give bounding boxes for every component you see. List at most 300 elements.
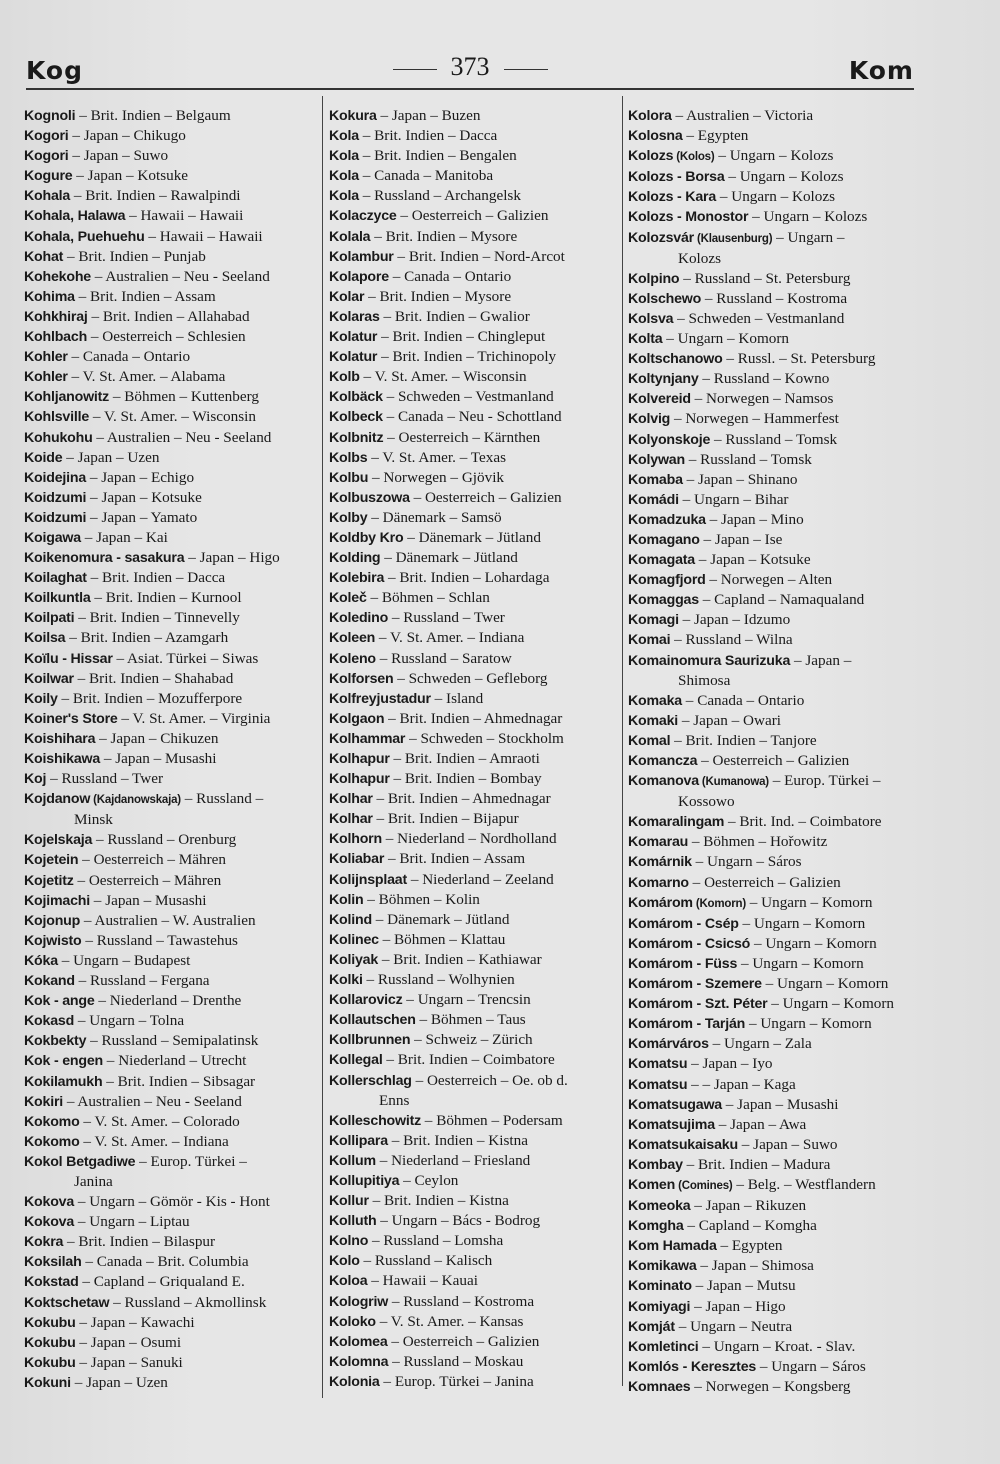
entry-headword: Kolgaon [329,710,385,727]
entry-headword: Koiner's Store [24,710,118,727]
entry-headword: Kominato [628,1278,692,1295]
gazetteer-entry [24,548,320,568]
entry-location: – Japan – Chikugo [68,127,186,145]
gazetteer-entry [329,669,623,689]
entry-location: – Brit. Indien – Dacca [86,569,226,587]
entry-location: – Canada – Brit. Columbia [81,1253,249,1271]
entry-continuation: Kolozs [678,249,722,267]
entry-headword: Kollautschen [329,1012,416,1029]
entry-location: – Russland – Orenburg [92,831,237,849]
gazetteer-entry [329,849,623,869]
entry-location: – Ungarn – Bihar [678,490,789,508]
entry-location: – Ungarn – Kolozs [724,168,844,186]
gazetteer-entry [24,931,320,951]
entry-location: – Hawaii – Hawaii [144,227,263,245]
entry-location: – Russland – Semipalatinsk [86,1032,259,1050]
entry-headword: Kokova [24,1194,75,1211]
entry-location: – V. St. Amer. – Colorado [79,1112,240,1130]
entry-location: – Japan – Awa [714,1115,807,1133]
entry-location: – Brit. Indien – Kistna [387,1131,528,1149]
entry-headword: Kolyonskoje [628,431,711,448]
gazetteer-entry [24,1313,320,1333]
gazetteer-entry [329,628,623,648]
entry-headword: Kokbekty [24,1033,87,1050]
entry-headword: Koide [24,449,63,466]
entry-headword: Komai [628,632,671,649]
entry-headword: Komaggas [628,592,699,609]
gazetteer-entry [628,106,918,126]
gazetteer-entry [329,166,623,186]
entry-location: – Brit. Indien – Kistna [368,1192,509,1210]
entry-headword: Kolforsen [329,670,394,687]
entry-location: – Brit. Indien – Mysore [370,227,518,245]
gazetteer-entry [24,307,320,327]
gazetteer-entry [329,769,623,789]
header-dash-right [504,69,548,70]
gazetteer-entry [628,590,918,610]
gazetteer-entry [329,649,623,669]
gazetteer-entry [24,971,320,991]
entry-headword: Koldby Kro [329,529,404,546]
entry-continuation: Shimosa [678,671,731,689]
gazetteer-entry [628,409,918,429]
header-right-guideword: Kom [848,56,914,85]
gazetteer-entry [24,1011,320,1031]
entry-headword: Komárom - Füss [628,955,738,972]
entry-location: – Dänemark – Jütland [371,910,510,928]
entry-location: – Russland – Wilna [670,631,793,649]
entry-location: – Ungarn – Komorn [761,975,889,993]
gazetteer-entry [628,630,918,650]
page-number-block [26,52,914,82]
entry-headword: Kolaczyce [329,208,397,225]
gazetteer-entry [329,1211,623,1231]
gazetteer-entry [24,1212,320,1232]
gazetteer-entry [24,267,320,287]
entry-location: – Japan – Ise [699,530,783,548]
entry-location: – Norwegen – Hammerfest [670,410,839,428]
entry-headword: Komárom - Csicsó [628,935,751,952]
gazetteer-entry [628,1256,918,1276]
entry-location: – Japan – Chikuzen [95,729,219,747]
entry-location: – Brit. Indien – Bijapur [372,810,519,828]
gazetteer-entry [24,1293,320,1313]
entry-headword: Komját [628,1318,675,1335]
gazetteer-entry [24,166,320,186]
entry-headword: Kokiri [24,1093,64,1110]
entry-headword: Kolbeck [329,409,383,426]
entry-headword: Koidzumi [24,509,87,526]
entry-location: – Russland – Wolhynien [362,971,515,989]
entry-headword: Kolozsvár [628,229,695,246]
entry-location: – Japan – Musashi [721,1095,839,1113]
entry-headword: Kojonup [24,912,81,929]
entry-headword: Koleč [329,590,367,607]
gazetteer-entry [24,1051,320,1071]
gazetteer-entry [24,951,320,971]
entry-headword: Komatsu [628,1076,688,1093]
gazetteer-entry [24,488,320,508]
entry-location: – Böhmen – Klattau [378,930,506,948]
entry-location: – Canada – Neu - Schottland [382,408,562,426]
gazetteer-entry [329,287,623,307]
entry-headword: Komádi [628,491,679,508]
entry-location: – Canada – Manitoba [358,167,494,185]
entry-headword: Koloko [329,1313,376,1330]
entry-location: – Japan – Owari [678,711,781,729]
gazetteer-entry [329,146,623,166]
entry-headword: Kolschewo [628,290,702,307]
entry-location: – Japan – Iyo [687,1055,773,1073]
entry-headword: Kolding [329,550,381,567]
entry-location: – Japan – Kotsuke [72,167,189,185]
entry-headword: Kolambur [329,248,394,265]
entry-location: – Brit. Indien – Sibsagar [102,1072,256,1090]
gazetteer-entry [24,568,320,588]
gazetteer-entry [24,729,320,749]
entry-headword: Komlós - Keresztes [628,1358,757,1375]
entry-headword: Komal [628,732,671,749]
entry-location: – Australien – Neu - Seeland [90,267,270,285]
entry-continuation: Minsk [74,811,113,829]
gazetteer-entry [24,247,320,267]
entry-headword: Kohukohu [24,429,93,446]
entry-location: – Russland – Saratow [375,649,512,667]
entry-location: – Böhmen – Podersam [421,1111,563,1129]
column-divider-1 [322,96,323,1398]
entry-headword: Kolhar [329,791,373,808]
entry-headword: Komárom - Tarján [628,1016,746,1033]
entry-headword: Kollupitiya [329,1172,400,1189]
entry-location: – Russland – Tawastehus [81,931,238,949]
gazetteer-entry [628,309,918,329]
entry-location: – Belg. – Westflandern [732,1175,876,1193]
gazetteer-entry [24,1112,320,1132]
gazetteer-entry [329,1131,623,1151]
entry-headword: Kolo [329,1253,360,1270]
entry-location: – Schweden – Stockholm [405,729,564,747]
entry-headword: Kolala [329,228,371,245]
entry-headword: Kolywan [628,451,685,468]
gazetteer-entry [628,893,918,914]
entry-headword: Komárnik [628,854,692,871]
gazetteer-entry [24,1072,320,1092]
entry-headword: Kolebira [329,570,385,587]
entry-location: – Japan – Rikuzen [690,1197,807,1215]
entry-location: – Japan – Kawachi [75,1313,195,1331]
gazetteer-entry [24,146,320,166]
entry-location: – Japan – Suwo [737,1135,838,1153]
gazetteer-entry [628,934,918,954]
entry-location: – Russland – Twer [46,770,164,788]
entry-headword: Kolomea [329,1333,388,1350]
gazetteer-entry [329,407,623,427]
entry-location: – – Japan – Kaga [687,1075,796,1093]
gazetteer-entry [24,1031,320,1051]
entry-headword: Komaralingam [628,814,725,831]
entry-location: – Japan – Suwo [68,147,169,165]
entry-location: – Russland – Twer [388,609,505,627]
column-3 [628,106,918,1397]
entry-location: – V. St. Amer. – Wisconsin [359,368,527,386]
entry-location: – Russland – Kalisch [359,1252,493,1270]
entry-headword: Kolbs [329,449,368,466]
entry-continuation: Kossowo [678,793,735,811]
entry-headword: Koishihara [24,730,96,747]
entry-headword: Kolind [329,911,372,928]
gazetteer-entry [329,1010,623,1030]
entry-headword: Kola [329,188,359,205]
entry-headword: Kohala, Puehuehu [24,228,145,245]
entry-headword: Kolpino [628,270,680,287]
entry-headword: Koliabar [329,851,385,868]
gazetteer-entry [329,588,623,608]
gazetteer-entry [329,608,623,628]
entry-location: – Europ. Türkei – [135,1152,247,1170]
gazetteer-entry [628,450,918,470]
entry-location: – Brit. Indien – Belgaum [75,107,231,124]
entry-headword: Komárom - Szt. Péter [628,996,768,1013]
entry-headword: Komagano [628,531,700,548]
entry-location: – Japan – [790,651,852,669]
entry-location: – Ungarn – Gömör - Kis - Hont [74,1193,270,1211]
entry-headword: Koliyak [329,951,379,968]
entry-location: – Ungarn – Trencsin [402,991,531,1009]
entry-headword: Komárom - Szemere [628,976,762,993]
gazetteer-entry [24,448,320,468]
gazetteer-entry [628,994,918,1014]
entry-headword: Koishikawa [24,751,101,767]
entry-location: – Dänemark – Samsö [367,508,502,526]
entry-headword: Kojdanow [24,791,91,808]
gazetteer-entry [628,751,918,771]
entry-location: – Ungarn – Kolozs [714,147,834,165]
entry-location: – Russland – Fergana [74,972,210,990]
entry-location: – Brit. Indien – Ahmednagar [372,790,551,808]
entry-location: – Ungarn – Kolozs [716,188,836,206]
gazetteer-entry [329,870,623,890]
entry-headword: Kola [329,148,359,165]
entry-variant-name: (Kumanowa) [698,776,769,789]
entry-headword: Kohala, Halawa [24,208,126,225]
gazetteer-entry [329,227,623,247]
gazetteer-entry [628,1317,918,1337]
entry-location: – Brit. Indien – Ahmednagar [384,709,563,727]
entry-headword: Kognoli [24,108,76,124]
entry-headword: Kolosna [628,128,683,145]
entry-location: – Japan – Shinano [682,470,798,488]
entry-location: – Oesterreich – Mähren [78,851,226,869]
gazetteer-entry [628,490,918,510]
entry-location: – Brit. Indien – Allahabad [87,307,250,325]
gazetteer-entry [329,709,623,729]
gazetteer-entry [628,1297,918,1317]
entry-location: – Russland – Kostroma [701,289,848,307]
gazetteer-entry [329,809,623,829]
gazetteer-entry [628,1175,918,1196]
entry-location: – Niederland – Utrecht [103,1052,247,1070]
entry-headword: Komletinci [628,1338,699,1355]
entry-location: – Capland – Komgha [683,1217,817,1235]
entry-location: – Norwegen – Alten [705,571,833,589]
gazetteer-entry [329,749,623,769]
entry-location: – Brit. Indien – Tinnevelly [74,609,240,627]
gazetteer-entry [628,1095,918,1115]
entry-headword: Kolar [329,288,365,305]
entry-headword: Kolhapur [329,751,390,767]
entry-headword: Koleen [329,630,376,647]
entry-headword: Koilkuntla [24,590,91,607]
entry-headword: Kohekohe [24,268,91,285]
entry-headword: Koilaghat [24,570,87,587]
gazetteer-entry [24,106,320,126]
entry-location: – Japan – Buzen [376,107,481,124]
entry-headword: Kogori [24,128,69,145]
entry-location: – Brit. Indien – Tanjore [670,731,817,749]
entry-location: – Russland – Akmollinsk [109,1293,267,1311]
entry-location: – Canada – Ontario [682,691,805,709]
entry-location: – Ungarn – Bács - Bodrog [376,1212,541,1230]
entry-headword: Kokilamukh [24,1073,103,1090]
entry-location: – Japan – Higo [690,1297,786,1315]
entry-headword: Koikenomura - sasakura [24,550,185,567]
entry-location: – Canada – Ontario [67,348,191,366]
entry-location: – Brit. Indien – Bengalen [358,147,517,165]
entry-headword: Kolta [628,331,663,348]
entry-headword: Komen [628,1176,676,1193]
gazetteer-entry [24,669,320,689]
gazetteer-entry [24,407,320,427]
gazetteer-entry [329,206,623,226]
entry-location: – Brit. Indien – Mozufferpore [57,689,243,707]
entry-headword: Kohlsville [24,409,90,426]
entry-location: – V. St. Amer. – Virginia [117,709,271,727]
entry-variant-name: (Kajdanowskaja) [90,794,181,807]
gazetteer-entry [628,914,918,934]
entry-location: – Brit. Ind. – Coimbatore [724,813,882,831]
entry-location: – Brit. Indien – Assam [74,287,216,305]
gazetteer-entry [329,1352,623,1372]
entry-headword: Kollegal [329,1052,383,1069]
entry-headword: Koilpati [24,610,75,627]
entry-location: – Brit. Indien – Lohardaga [384,569,550,587]
entry-headword: Kombay [628,1156,683,1173]
entry-continuation: Janina [74,1172,113,1190]
entry-location: – Japan – Echigo [86,468,195,486]
entry-location: – Russland – Kostroma [388,1292,535,1310]
entry-headword: Kolinec [329,931,379,948]
gazetteer-entry [329,829,623,849]
gazetteer-entry [24,628,320,648]
gazetteer-entry [24,1353,320,1373]
entry-headword: Kola [329,128,359,145]
entry-location: – Ungarn – Liptau [74,1213,190,1231]
entry-location: – Egypten [682,127,749,145]
gazetteer-entry [628,349,918,369]
gazetteer-entry [329,689,623,709]
entry-location: – Japan – Mino [705,510,804,528]
gazetteer-entry [628,207,918,227]
entry-headword: Kolijnsplaat [329,871,408,888]
entry-headword: Komatsu [628,1056,688,1073]
gazetteer-entry [628,146,918,167]
entry-headword: Kokubu [24,1314,76,1331]
entry-variant-name: (Klausenburg) [694,232,773,245]
gazetteer-entry [24,649,320,669]
gazetteer-entry [329,428,623,448]
gazetteer-entry [24,608,320,628]
entry-headword: Komikawa [628,1258,697,1275]
entry-location: – Oesterreich – Galizien [409,488,562,506]
gazetteer-entry [329,950,623,970]
entry-headword: Kolluth [329,1213,377,1230]
gazetteer-entry [24,126,320,146]
entry-headword: Komaka [628,692,682,709]
entry-headword: Komatsukaisaku [628,1136,738,1153]
entry-headword: Kohima [24,288,75,305]
gazetteer-entry [329,1071,623,1111]
entry-location: – Ungarn – [772,228,845,246]
gazetteer-entry [24,588,320,608]
entry-headword: Komancza [628,753,698,769]
entry-location: – Japan – Yamato [86,508,198,526]
entry-headword: Kolbu [329,469,369,486]
gazetteer-entry [24,830,320,850]
entry-headword: Komainomura Saurizuka [628,652,791,669]
entry-location: – Hawaii – Kauai [367,1272,478,1290]
gazetteer-entry [628,510,918,530]
entry-headword: Kollerschlag [329,1072,412,1089]
entry-headword: Kogure [24,168,73,185]
entry-location: – Böhmen – Schlan [366,589,490,607]
entry-location: – Australien – W. Australien [80,911,256,929]
entry-headword: Kolozs - Borsa [628,169,725,186]
entry-headword: Kolozs [628,148,674,165]
entry-location: – Brit. Indien – Assam [384,850,526,868]
entry-headword: Komatsujima [628,1116,715,1133]
entry-headword: Kolozs - Kara [628,189,717,206]
gazetteer-entry [628,430,918,450]
gazetteer-entry [24,347,320,367]
gazetteer-entry [24,891,320,911]
entry-headword: Kolb [329,369,360,386]
entry-location: – Ungarn – Budapest [57,951,191,969]
entry-headword: Koily [24,690,58,707]
entry-headword: Kohkhiraj [24,308,88,325]
entry-headword: Kologriw [329,1293,389,1310]
gazetteer-entry [24,991,320,1011]
entry-headword: Komarau [628,834,689,851]
entry-location: – Australien – Neu - Seeland [63,1092,242,1110]
gazetteer-entry [628,1196,918,1216]
gazetteer-entry [628,812,918,832]
entry-headword: Kolozs - Monostor [628,209,749,226]
gazetteer-entry [628,1155,918,1175]
entry-headword: Koledino [329,610,389,627]
entry-location: – Norwegen – Kongsberg [690,1377,851,1395]
gazetteer-entry [24,468,320,488]
entry-headword: Koilsa [24,630,66,647]
entry-location: – Oesterreich – Schlesien [87,328,246,346]
entry-location: – Ungarn – Kolozs [748,208,868,226]
gazetteer-entry [329,307,623,327]
gazetteer-entry [628,126,918,146]
entry-location: – V. St. Amer. – Kansas [375,1312,524,1330]
entry-location: – Schweiz – Zürich [410,1031,533,1049]
gazetteer-entry [628,369,918,389]
gazetteer-entry [24,1373,320,1393]
entry-headword: Koïlu - Hissar [24,650,113,667]
